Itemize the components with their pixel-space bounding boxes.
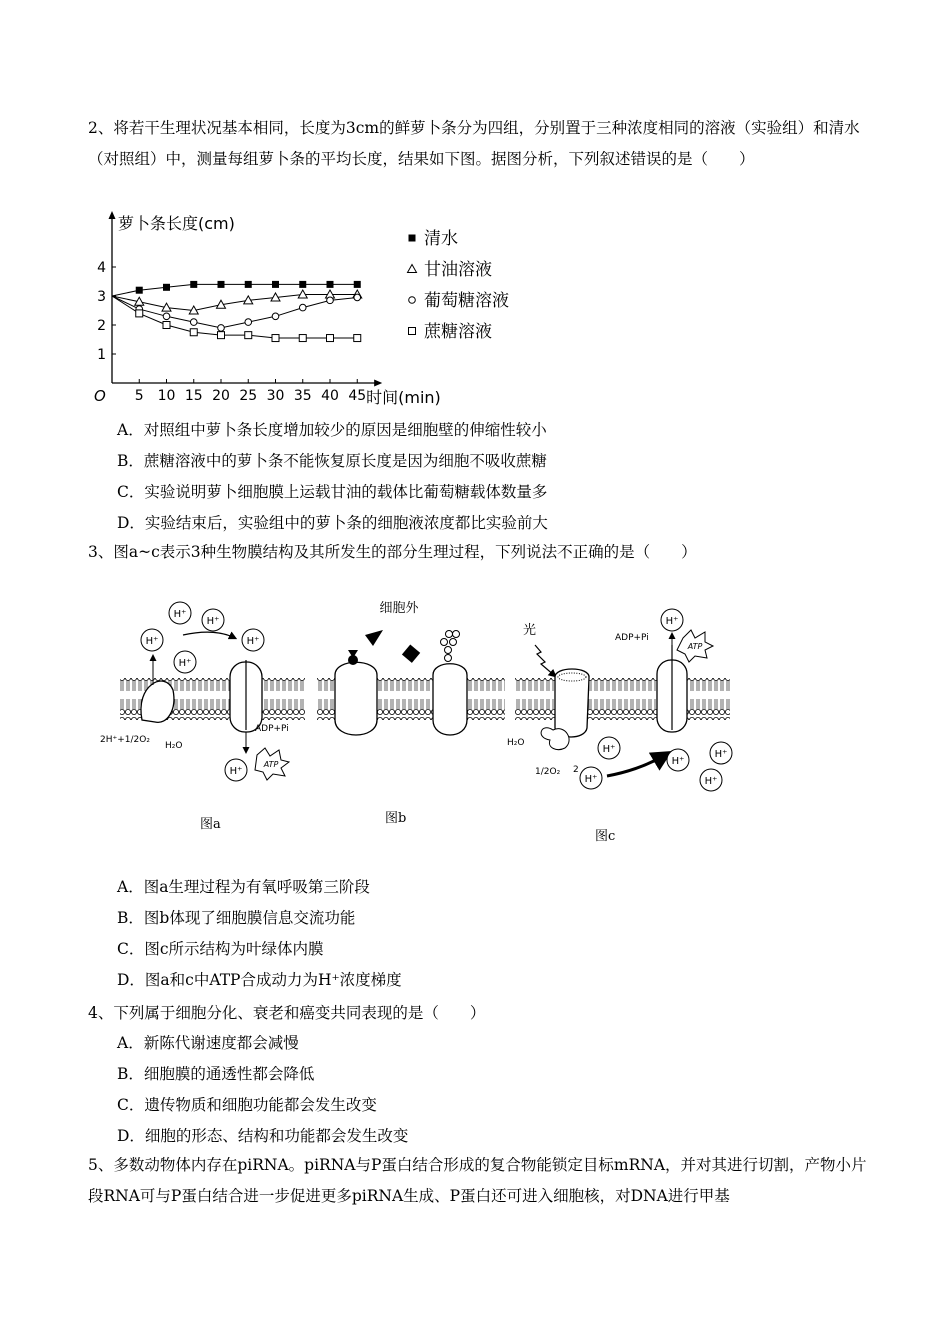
h-ion-label: H⁺ bbox=[246, 636, 260, 647]
y-axis-arrow bbox=[109, 211, 116, 219]
h-ion-label: H⁺ bbox=[178, 658, 192, 669]
adp-label-a: ADP+Pi bbox=[255, 724, 289, 734]
h-ion-label: H⁺ bbox=[145, 636, 159, 647]
data-point-triangle bbox=[298, 290, 307, 298]
x-tick-label: 30 bbox=[266, 388, 285, 404]
question-3-stem: 3、图a~c表示3种生物膜结构及其所发生的部分生理过程，下列说法不正确的是（ ） bbox=[88, 543, 697, 561]
data-point-circle bbox=[272, 313, 279, 320]
water-label-c: H₂O bbox=[507, 738, 525, 748]
atp-label-a: ATP bbox=[263, 760, 279, 769]
question-3-option-b: B．图b体现了细胞膜信息交流功能 bbox=[117, 909, 356, 927]
data-point-filled-square bbox=[218, 281, 225, 288]
x-tick-label: 35 bbox=[293, 388, 312, 404]
question-4-stem: 4、下列属于细胞分化、衰老和癌变共同表现的是（ ） bbox=[88, 1004, 486, 1022]
question-3-option-d: D．图a和c中ATP合成动力为H⁺浓度梯度 bbox=[117, 971, 402, 989]
x-tick-label: 15 bbox=[184, 388, 203, 404]
x-tick-label: 25 bbox=[239, 388, 258, 404]
x-tick-label: 20 bbox=[212, 388, 230, 404]
question-2-option-a: A．对照组中萝卜条长度增加较少的原因是细胞壁的伸缩性较小 bbox=[117, 421, 547, 439]
h-ion-label: H⁺ bbox=[704, 776, 718, 787]
data-point-square bbox=[218, 332, 225, 339]
h-ion-label: H⁺ bbox=[714, 749, 728, 760]
signal-molecule-diamond bbox=[402, 645, 420, 663]
question-3-option-c: C．图c所示结构为叶绿体内膜 bbox=[117, 940, 324, 958]
data-point-filled-square bbox=[245, 281, 252, 288]
data-point-filled-square bbox=[327, 281, 334, 288]
y-tick-label: 2 bbox=[97, 318, 106, 334]
data-point-circle bbox=[218, 325, 225, 332]
question-2-option-c: C．实验说明萝卜细胞膜上运载甘油的载体比葡萄糖载体数量多 bbox=[117, 483, 548, 501]
coefficient-label-c: 2 bbox=[573, 765, 579, 775]
question-4-option-c: C．遗传物质和细胞功能都会发生改变 bbox=[117, 1096, 377, 1114]
data-point-square bbox=[136, 310, 143, 317]
y-tick-label: 1 bbox=[97, 347, 106, 363]
data-point-filled-square bbox=[354, 281, 361, 288]
data-point-filled-square bbox=[190, 281, 197, 288]
h-ion-label: H⁺ bbox=[671, 756, 685, 767]
data-point-square bbox=[409, 328, 416, 335]
signal-molecule-triangle bbox=[365, 630, 383, 646]
data-point-square bbox=[163, 322, 170, 329]
data-point-square bbox=[327, 335, 334, 342]
data-point-filled-square bbox=[272, 281, 279, 288]
data-point-circle bbox=[354, 294, 361, 301]
reaction-label-a: 2H⁺+1/2O₂ bbox=[100, 735, 150, 745]
legend-label: 甘油溶液 bbox=[424, 260, 492, 280]
question-2-option-b: B．蔗糖溶液中的萝卜条不能恢复原长度是因为细胞不吸收蔗糖 bbox=[117, 452, 547, 470]
question-5-stem: 5、多数动物体内存在piRNA。piRNA与P蛋白结合形成的复合物能锁定目标mRNA，并对其进行切割，产物小片段RNA可与P蛋白结合进一步促进更多piRNA生成、P蛋白还可进入细胞核，对DNA进行甲基 bbox=[88, 1156, 867, 1205]
figure-b-caption: 图b bbox=[385, 811, 407, 826]
figure-a-caption: 图a bbox=[200, 817, 221, 832]
y-axis-label: 萝卜条长度(cm) bbox=[118, 214, 235, 233]
figure-a bbox=[100, 602, 305, 832]
data-point-filled-square bbox=[163, 284, 170, 291]
outside-cell-label: 细胞外 bbox=[379, 601, 419, 616]
lipid-bilayer-c bbox=[515, 678, 730, 720]
x-tick-label: 40 bbox=[321, 388, 339, 404]
glycoprotein bbox=[433, 664, 467, 735]
question-4-option-b: B．细胞膜的通透性都会降低 bbox=[117, 1065, 315, 1083]
data-point-circle bbox=[245, 319, 252, 326]
x-tick-label: 45 bbox=[348, 388, 367, 404]
h-ion-label: H⁺ bbox=[602, 744, 616, 755]
data-point-circle bbox=[299, 304, 306, 311]
adp-label-c: ADP+Pi bbox=[615, 633, 649, 643]
y-tick-label: 3 bbox=[97, 289, 106, 305]
h-ion-label: H⁺ bbox=[584, 774, 598, 785]
data-point-square bbox=[190, 329, 197, 336]
question-2-stem: 2、将若干生理状况基本相同，长度为3cm的鲜萝卜条分为四组，分别置于三种浓度相同的溶液（实验组）和清水（对照组）中，测量每组萝卜条的平均长度，结果如下图。据图分析，下列叙述错误的是（ ） bbox=[88, 119, 860, 168]
radish-length-line-chart bbox=[90, 205, 530, 410]
question-3-option-a: A．图a生理过程为有氧呼吸第三阶段 bbox=[117, 878, 370, 896]
atp-label-c: ATP bbox=[687, 642, 703, 651]
h-ion-label: H⁺ bbox=[173, 609, 187, 620]
figure-c-caption: 图c bbox=[595, 829, 616, 844]
oxygen-label-c: 1/2O₂ bbox=[535, 767, 561, 777]
figure-c bbox=[507, 609, 732, 844]
light-label: 光 bbox=[523, 623, 537, 638]
question-4-option-a: A．新陈代谢速度都会减慢 bbox=[117, 1034, 299, 1052]
data-point-square bbox=[299, 335, 306, 342]
question-2-option-d: D．实验结束后，实验组中的萝卜条的细胞液浓度都比实验前大 bbox=[117, 514, 548, 532]
membrane-figures bbox=[95, 590, 745, 855]
data-point-triangle bbox=[408, 265, 417, 273]
y-tick-label: 4 bbox=[97, 260, 106, 276]
legend-label: 葡萄糖溶液 bbox=[424, 291, 509, 311]
h-ion-label: H⁺ bbox=[206, 616, 220, 627]
data-point-circle bbox=[409, 297, 416, 304]
water-label-a: H₂O bbox=[165, 741, 183, 751]
x-tick-label: 5 bbox=[134, 388, 144, 404]
data-point-circle bbox=[190, 319, 197, 326]
origin-label: O bbox=[94, 387, 106, 405]
data-point-filled-square bbox=[299, 281, 306, 288]
data-point-filled-square bbox=[136, 287, 143, 294]
legend-label: 清水 bbox=[424, 229, 458, 249]
data-point-circle bbox=[163, 313, 170, 320]
x-axis-label: 时间(min) bbox=[366, 388, 441, 407]
data-point-square bbox=[354, 335, 361, 342]
h-ion-label: H⁺ bbox=[229, 766, 243, 777]
figure-b bbox=[317, 601, 505, 826]
h-ion-label: H⁺ bbox=[665, 616, 679, 627]
legend-label: 蔗糖溶液 bbox=[424, 322, 492, 342]
receptor-protein-left bbox=[335, 662, 377, 735]
data-point-square bbox=[272, 335, 279, 342]
data-point-filled-square bbox=[409, 235, 416, 242]
x-axis-arrow bbox=[374, 380, 382, 387]
series-line-2 bbox=[112, 296, 357, 328]
data-point-square bbox=[245, 332, 252, 339]
question-4-option-d: D．细胞的形态、结构和功能都会发生改变 bbox=[117, 1127, 409, 1145]
data-point-circle bbox=[327, 297, 334, 304]
x-tick-label: 10 bbox=[157, 388, 176, 404]
